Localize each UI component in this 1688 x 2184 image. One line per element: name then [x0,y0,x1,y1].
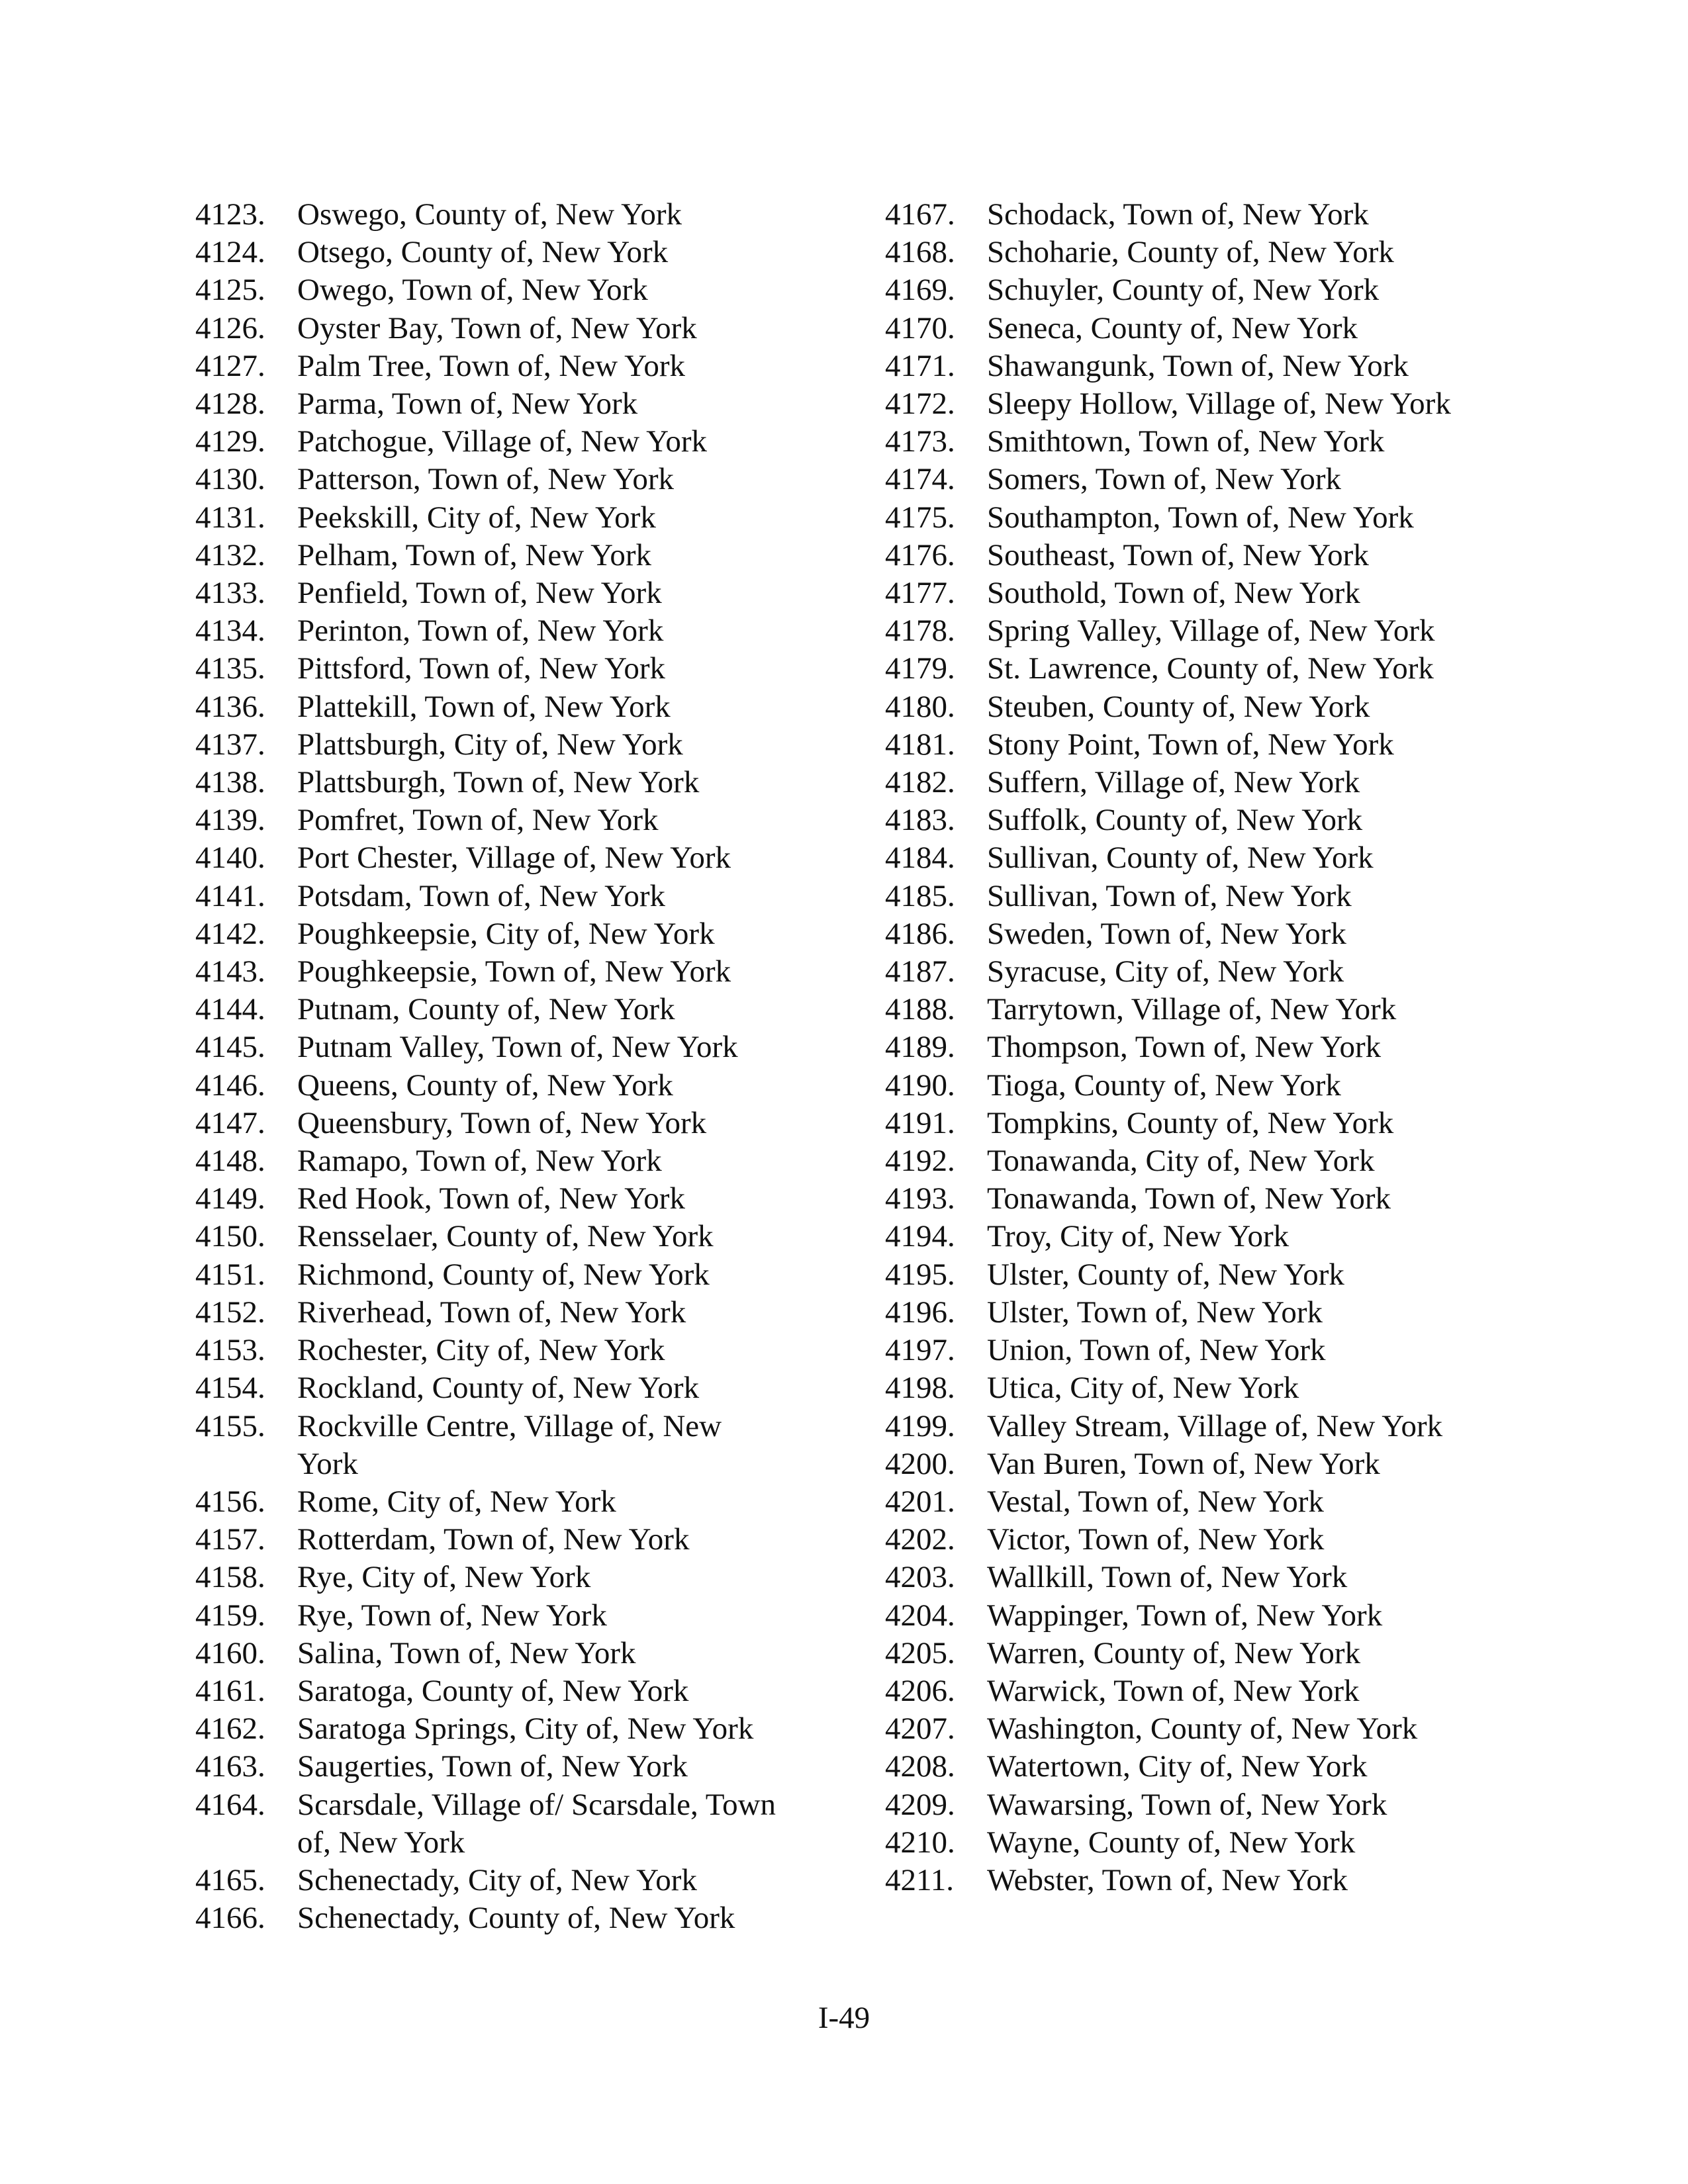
entry-number: 4154. [195,1371,265,1406]
entry-number: 4180. [885,689,955,724]
list-item [885,537,1521,574]
entry-number: 4199. [885,1408,955,1443]
list-item [885,347,1521,385]
entry-name: Sleepy Hollow, Village of, New York [987,387,1451,422]
entry-name: Ramapo, Town of, New York [297,1144,662,1179]
entry-number: 4184. [885,841,955,876]
entry-number: 4155. [195,1408,265,1443]
entry-name: Schenectady, City of, New York [297,1862,697,1897]
list-item [195,801,851,839]
left-column-list [195,196,851,1937]
entry-number: 4170. [885,310,955,345]
right-column-list [885,196,1521,1899]
entry-name: Oyster Bay, Town of, New York [297,310,697,345]
entry-number: 4136. [195,689,265,724]
list-item [195,271,851,309]
list-item [885,1256,1521,1294]
entry-number: 4165. [195,1862,265,1897]
list-item [885,1559,1521,1596]
entry-name: Penfield, Town of, New York [297,576,662,611]
entry-name: Poughkeepsie, Town of, New York [297,954,731,989]
entry-number: 4134. [195,614,265,649]
entry-number: 4210. [885,1825,955,1860]
entry-number: 4205. [885,1635,955,1670]
entry-number: 4169. [885,273,955,308]
entry-number: 4161. [195,1673,265,1708]
entry-number: 4173. [885,424,955,459]
entry-name: Patterson, Town of, New York [297,462,674,497]
entry-name: Perinton, Town of, New York [297,614,664,649]
entry-number: 4152. [195,1295,265,1330]
entry-name: Vestal, Town of, New York [987,1484,1324,1519]
entry-number: 4209. [885,1787,955,1822]
entry-number: 4197. [885,1333,955,1368]
list-item [885,461,1521,498]
entry-number: 4171. [885,348,955,383]
entry-number: 4206. [885,1673,955,1708]
entry-name: Washington, County of, New York [987,1711,1418,1747]
entry-number: 4131. [195,500,265,535]
entry-name: Thompson, Town of, New York [987,1030,1382,1065]
entry-name: St. Lawrence, County of, New York [987,651,1434,686]
list-item [195,1672,851,1710]
list-item [195,1408,851,1483]
entry-name: Rockville Centre, Village of, New York [297,1408,722,1481]
list-item [195,310,851,347]
list-item [195,347,851,385]
list-item [885,574,1521,612]
entry-name: Schenectady, County of, New York [297,1901,735,1936]
entry-name: Tompkins, County of, New York [987,1105,1394,1140]
entry-name: Wallkill, Town of, New York [987,1560,1348,1595]
list-item [195,499,851,537]
entry-number: 4167. [885,197,955,232]
entry-number: 4127. [195,348,265,383]
entry-name: Oswego, County of, New York [297,197,682,232]
list-item [885,1332,1521,1369]
list-item [885,688,1521,726]
list-item [885,1672,1521,1710]
entry-name: Rotterdam, Town of, New York [297,1522,690,1557]
list-item [195,1256,851,1294]
entry-number: 4190. [885,1068,955,1103]
list-item [885,953,1521,991]
entry-name: Sullivan, Town of, New York [987,878,1352,913]
entry-name: Tioga, County of, New York [987,1068,1341,1103]
entry-number: 4138. [195,765,265,800]
list-item [885,1294,1521,1332]
entry-number: 4174. [885,462,955,497]
entry-number: 4168. [885,235,955,270]
entry-name: Utica, City of, New York [987,1371,1299,1406]
list-item [195,1710,851,1748]
entry-number: 4123. [195,197,265,232]
entry-number: 4195. [885,1257,955,1292]
entry-number: 4135. [195,651,265,686]
entry-name: Palm Tree, Town of, New York [297,348,686,383]
page-number: I-49 [818,2001,870,2035]
entry-number: 4192. [885,1144,955,1179]
list-item [885,1142,1521,1180]
entry-number: 4137. [195,727,265,762]
entry-name: Schuyler, County of, New York [987,273,1380,308]
entry-name: Richmond, County of, New York [297,1257,710,1292]
list-item [195,878,851,915]
entry-name: Patchogue, Village of, New York [297,424,707,459]
list-item [195,650,851,688]
entry-name: Seneca, County of, New York [987,310,1358,345]
list-item [195,688,851,726]
list-item [885,839,1521,877]
entry-name: Rochester, City of, New York [297,1333,665,1368]
entry-name: Suffern, Village of, New York [987,765,1360,800]
entry-name: Rome, City of, New York [297,1484,616,1519]
entry-number: 4148. [195,1144,265,1179]
entry-name: Rye, Town of, New York [297,1598,607,1633]
entry-number: 4177. [885,576,955,611]
entry-name: Plattsburgh, City of, New York [297,727,683,762]
entry-number: 4149. [195,1181,265,1216]
list-item [195,574,851,612]
list-item [885,1635,1521,1672]
entry-name: Scarsdale, Village of/ Scarsdale, Town of, New York [297,1787,776,1860]
list-item [885,271,1521,309]
entry-name: Salina, Town of, New York [297,1635,636,1670]
list-item [885,801,1521,839]
list-item [885,1218,1521,1255]
list-item [885,1067,1521,1105]
entry-number: 4141. [195,878,265,913]
entry-name: Rensselaer, County of, New York [297,1219,714,1254]
entry-number: 4146. [195,1068,265,1103]
entry-number: 4166. [195,1901,265,1936]
entry-number: 4164. [195,1787,265,1822]
entry-number: 4129. [195,424,265,459]
entry-number: 4125. [195,273,265,308]
list-item [885,310,1521,347]
entry-name: Plattsburgh, Town of, New York [297,765,700,800]
entry-name: Queensbury, Town of, New York [297,1105,707,1140]
list-item [195,1294,851,1332]
entry-name: Ulster, County of, New York [987,1257,1344,1292]
entry-name: Ulster, Town of, New York [987,1295,1323,1330]
list-item [885,1748,1521,1786]
entry-name: Syracuse, City of, New York [987,954,1344,989]
entry-number: 4132. [195,537,265,572]
list-item [195,1748,851,1786]
entry-number: 4126. [195,310,265,345]
entry-number: 4188. [885,992,955,1027]
list-item [195,1180,851,1218]
entry-number: 4193. [885,1181,955,1216]
entry-name: Tonawanda, City of, New York [987,1144,1375,1179]
list-item [195,1899,851,1937]
entry-number: 4172. [885,387,955,422]
list-item [195,537,851,574]
list-item [885,1028,1521,1066]
entry-name: Smithtown, Town of, New York [987,424,1385,459]
entry-number: 4181. [885,727,955,762]
entry-number: 4142. [195,916,265,951]
list-item [195,1142,851,1180]
list-item [195,991,851,1028]
entry-number: 4144. [195,992,265,1027]
list-item [195,953,851,991]
entry-name: Otsego, County of, New York [297,235,669,270]
list-item [885,1483,1521,1521]
entry-number: 4153. [195,1333,265,1368]
list-item [885,1369,1521,1407]
entry-number: 4162. [195,1711,265,1747]
entry-name: Rye, City of, New York [297,1560,591,1595]
entry-number: 4185. [885,878,955,913]
entry-name: Pelham, Town of, New York [297,537,652,572]
list-item [195,1559,851,1596]
list-item [195,1597,851,1635]
list-item [885,915,1521,953]
entry-name: Somers, Town of, New York [987,462,1342,497]
list-item [885,499,1521,537]
entry-name: Saugerties, Town of, New York [297,1749,688,1784]
entry-number: 4176. [885,537,955,572]
entry-name: Saratoga, County of, New York [297,1673,689,1708]
list-item [885,764,1521,801]
entry-number: 4194. [885,1219,955,1254]
list-item [195,1369,851,1407]
entry-number: 4189. [885,1030,955,1065]
list-item [195,234,851,271]
entry-number: 4191. [885,1105,955,1140]
list-item [195,1862,851,1899]
entry-name: Queens, County of, New York [297,1068,673,1103]
entry-name: Schodack, Town of, New York [987,197,1369,232]
list-item [885,196,1521,234]
entry-name: Victor, Town of, New York [987,1522,1325,1557]
entry-name: Red Hook, Town of, New York [297,1181,685,1216]
entry-number: 4196. [885,1295,955,1330]
list-item [195,461,851,498]
entry-name: Suffolk, County of, New York [987,803,1363,838]
list-item [885,1180,1521,1218]
list-item [195,1067,851,1105]
list-item [195,1218,851,1255]
list-item [885,878,1521,915]
list-item [195,726,851,764]
entry-number: 4204. [885,1598,955,1633]
list-item [195,1028,851,1066]
entry-name: Putnam Valley, Town of, New York [297,1030,738,1065]
list-item [195,1483,851,1521]
list-item [885,650,1521,688]
list-item [885,1824,1521,1862]
entry-number: 4145. [195,1030,265,1065]
entry-number: 4130. [195,462,265,497]
entry-name: Union, Town of, New York [987,1333,1326,1368]
entry-name: Sullivan, County of, New York [987,841,1374,876]
entry-number: 4186. [885,916,955,951]
list-item [195,1635,851,1672]
entry-number: 4124. [195,235,265,270]
entry-name: Warwick, Town of, New York [987,1673,1360,1708]
entry-name: Port Chester, Village of, New York [297,841,731,876]
list-item [195,1105,851,1142]
list-item [195,196,851,234]
entry-name: Pomfret, Town of, New York [297,803,659,838]
entry-name: Wayne, County of, New York [987,1825,1356,1860]
entry-number: 4163. [195,1749,265,1784]
entry-name: Rockland, County of, New York [297,1371,700,1406]
entry-name: Saratoga Springs, City of, New York [297,1711,754,1747]
entry-number: 4200. [885,1446,955,1481]
entry-number: 4207. [885,1711,955,1747]
list-item [885,1105,1521,1142]
entry-name: Southampton, Town of, New York [987,500,1414,535]
entry-number: 4183. [885,803,955,838]
list-item [885,423,1521,461]
entry-number: 4158. [195,1560,265,1595]
entry-number: 4150. [195,1219,265,1254]
entry-number: 4160. [195,1635,265,1670]
entry-number: 4157. [195,1522,265,1557]
list-item [885,1521,1521,1559]
entry-name: Schoharie, County of, New York [987,235,1394,270]
entry-name: Potsdam, Town of, New York [297,878,665,913]
list-item [885,612,1521,650]
list-item [195,915,851,953]
entry-name: Riverhead, Town of, New York [297,1295,686,1330]
entry-number: 4140. [195,841,265,876]
entry-number: 4178. [885,614,955,649]
entry-number: 4133. [195,576,265,611]
entry-name: Shawangunk, Town of, New York [987,348,1409,383]
entry-number: 4182. [885,765,955,800]
list-item [195,764,851,801]
entry-name: Putnam, County of, New York [297,992,675,1027]
list-item [885,1862,1521,1899]
entry-name: Tarrytown, Village of, New York [987,992,1397,1027]
entry-name: Sweden, Town of, New York [987,916,1346,951]
list-item [885,726,1521,764]
entry-name: Spring Valley, Village of, New York [987,614,1435,649]
entry-number: 4175. [885,500,955,535]
entry-number: 4211. [885,1862,955,1897]
entry-name: Webster, Town of, New York [987,1862,1348,1897]
entry-name: Wawarsing, Town of, New York [987,1787,1387,1822]
entry-name: Wappinger, Town of, New York [987,1598,1383,1633]
entry-name: Steuben, County of, New York [987,689,1370,724]
entry-name: Van Buren, Town of, New York [987,1446,1380,1481]
entry-name: Valley Stream, Village of, New York [987,1408,1443,1443]
entry-number: 4202. [885,1522,955,1557]
entry-number: 4143. [195,954,265,989]
entry-number: 4151. [195,1257,265,1292]
list-item [195,385,851,423]
list-item [885,1597,1521,1635]
entry-name: Watertown, City of, New York [987,1749,1368,1784]
list-item [885,1786,1521,1824]
list-item [885,991,1521,1028]
list-item [885,1710,1521,1748]
entry-name: Stony Point, Town of, New York [987,727,1394,762]
entry-number: 4147. [195,1105,265,1140]
entry-number: 4198. [885,1371,955,1406]
entry-number: 4208. [885,1749,955,1784]
entry-name: Troy, City of, New York [987,1219,1289,1254]
entry-name: Poughkeepsie, City of, New York [297,916,715,951]
entry-number: 4187. [885,954,955,989]
entry-name: Peekskill, City of, New York [297,500,656,535]
entry-name: Warren, County of, New York [987,1635,1361,1670]
entry-number: 4203. [885,1560,955,1595]
entry-name: Owego, Town of, New York [297,273,648,308]
entry-number: 4179. [885,651,955,686]
entry-name: Tonawanda, Town of, New York [987,1181,1391,1216]
entry-name: Pittsford, Town of, New York [297,651,665,686]
entry-number: 4128. [195,387,265,422]
entry-name: Parma, Town of, New York [297,387,638,422]
list-item [885,1408,1521,1445]
entry-number: 4156. [195,1484,265,1519]
entry-name: Plattekill, Town of, New York [297,689,671,724]
list-item [885,1445,1521,1483]
list-item [885,234,1521,271]
list-item [195,1786,851,1862]
entry-number: 4159. [195,1598,265,1633]
entry-name: Southeast, Town of, New York [987,537,1369,572]
list-item [195,1521,851,1559]
list-item [195,839,851,877]
entry-name: Southold, Town of, New York [987,576,1360,611]
list-item [195,612,851,650]
entry-number: 4139. [195,803,265,838]
entry-number: 4201. [885,1484,955,1519]
list-item [885,385,1521,423]
list-item [195,1332,851,1369]
list-item [195,423,851,461]
